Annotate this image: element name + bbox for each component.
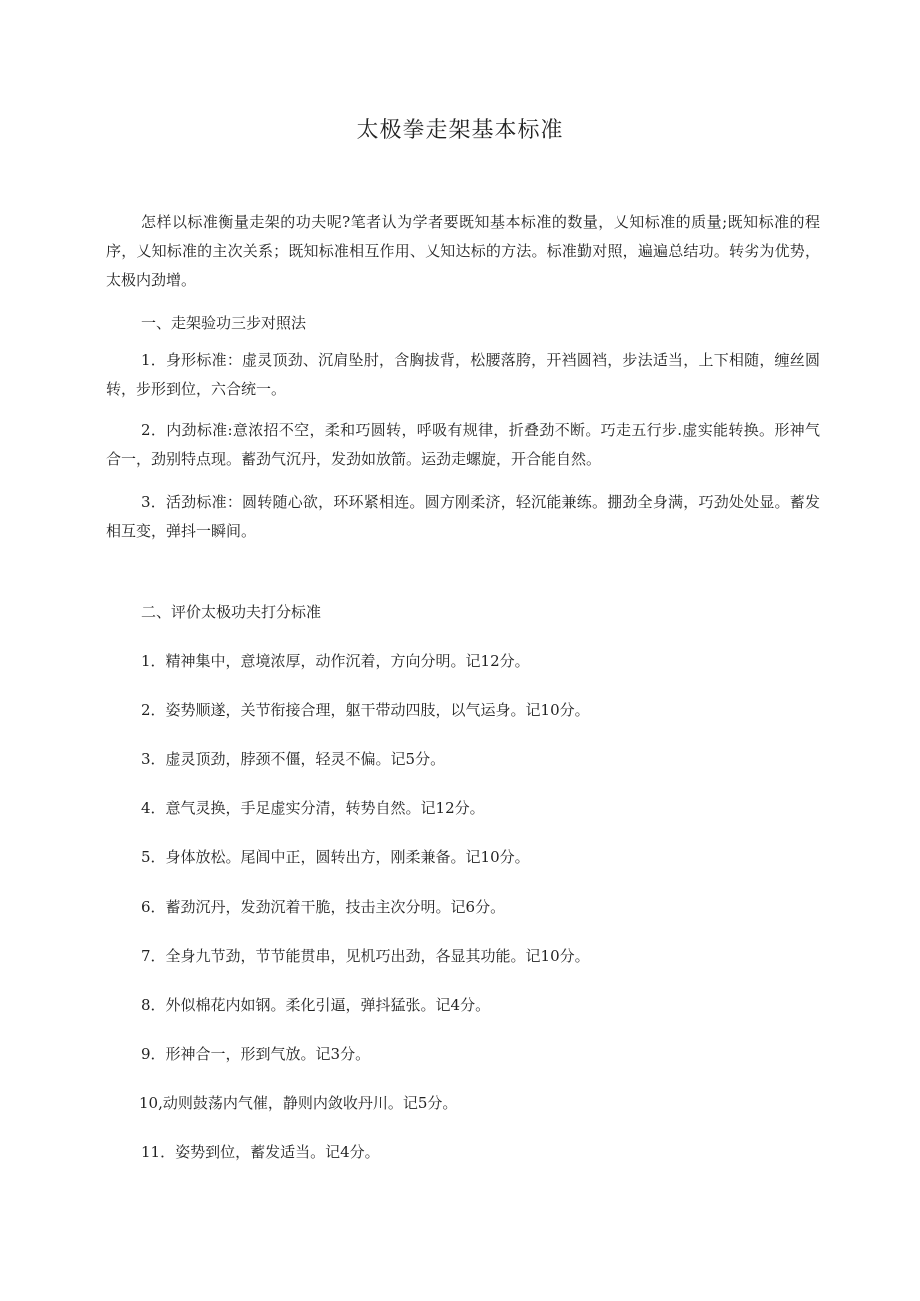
section1-heading: 一、走架验功三步对照法 — [141, 314, 307, 332]
score-item-1: 1．精神集中，意境浓厚，动作沉着，方向分明。记12分。 — [141, 652, 530, 670]
score-item-4: 4．意气灵换，手足虚实分清，转势自然。记12分。 — [141, 799, 485, 817]
section1-item-2: 2．内劲标准:意浓招不空，柔和巧圆转，呼吸有规律，折叠劲不断。巧走五行步.虚实能转换。形神气合一，劲别特点现。蓄劲气沉丹，发劲如放箭。运劲走螺旋，开合能自然。 — [106, 421, 820, 468]
score-item-9: 9．形神合一，形到气放。记3分。 — [141, 1045, 371, 1063]
score-item-6: 6．蓄劲沉丹，发劲沉着干脆，技击主次分明。记6分。 — [141, 898, 506, 916]
score-item-3: 3．虚灵顶劲，脖颈不僵，轻灵不偏。记5分。 — [141, 750, 446, 768]
section2-heading: 二、评价太极功夫打分标准 — [141, 603, 322, 621]
section1-item-1: 1．身形标准：虚灵顶劲、沉肩坠肘，含胸拔背，松腰落胯，开裆圆裆，步法适当，上下相随，缠丝圆转，步形到位，六合统一。 — [106, 351, 820, 398]
intro-paragraph: 怎样以标准衡量走架的功夫呢?笔者认为学者要既知基本标准的数量，乂知标准的质量;既知标准的程序，乂知标准的主次关系；既知标准相互作用、乂知达标的方法。标准勤对照，遍遍总结功。转劣为优势，太极内劲增。 — [106, 213, 820, 289]
score-item-11: 11．姿势到位，蓄发适当。记4分。 — [141, 1143, 380, 1161]
section1-item-3: 3．活劲标准：圆转随心欲，环环紧相连。圆方刚柔济，轻沉能兼练。掤劲全身满，巧劲处处显。蓄发相互变，弹抖一瞬间。 — [106, 493, 820, 540]
score-item-10: 10,动则鼓荡内气催，静则内敛收丹川。记5分。 — [139, 1094, 458, 1112]
score-item-8: 8．外似棉花内如钢。柔化引逼，弹抖猛张。记4分。 — [141, 996, 491, 1014]
score-item-2: 2．姿势顺遂，关节衔接合理，躯干带动四肢，以气运身。记10分。 — [141, 701, 590, 719]
score-item-7: 7．全身九节劲，节节能贯串，见机巧出劲，各显其功能。记10分。 — [141, 947, 590, 965]
document-title: 太极拳走架基本标准 — [356, 118, 564, 143]
score-item-5: 5．身体放松。尾闾中正，圆转出方，刚柔兼备。记10分。 — [141, 848, 530, 866]
